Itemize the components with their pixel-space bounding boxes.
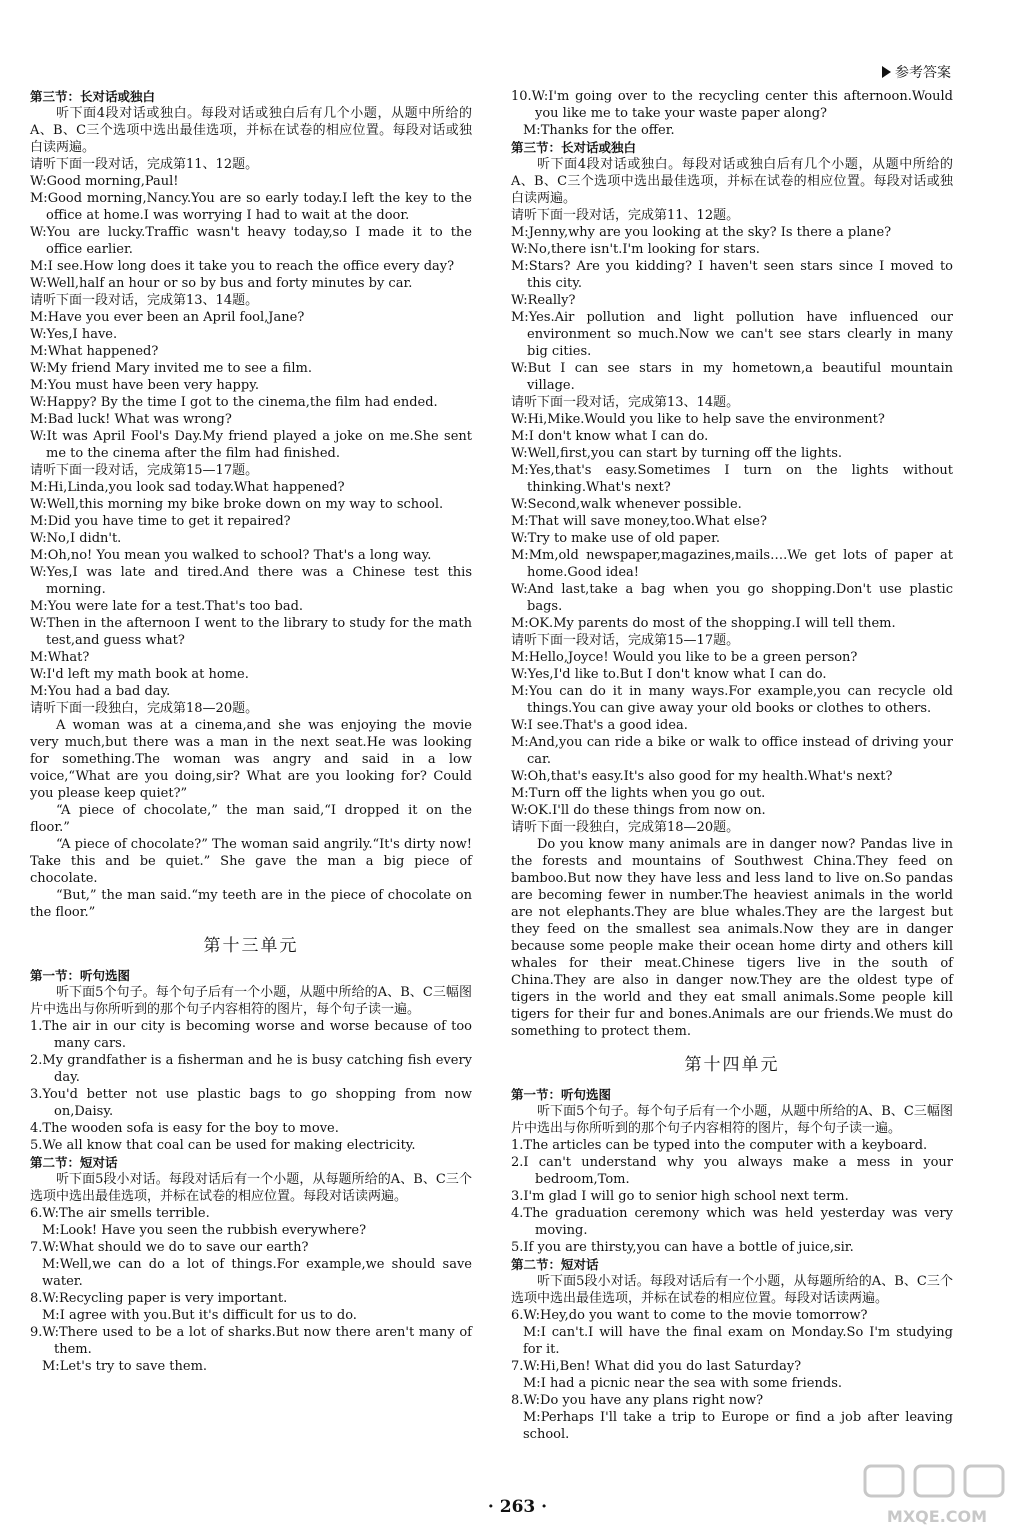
numbered-item: 8.W:Do you have any plans right now? [511, 1393, 764, 1408]
dialogue-line: W:Yes,I was late and tired.And there was a Chinese test this morning. [30, 565, 472, 597]
dialogue-line: W:You are lucky.Traffic wasn't heavy today,so I made it to the office earlier. [30, 225, 472, 257]
paragraph: 听下面4段对话或独白。每段对话或独白后有几个小题，从题中所给的A、B、C三个选项中选出最佳选项，并标在试卷的相应位置。每段对话或独白读两遍。 [511, 157, 953, 206]
dialogue-line: W:It was April Fool's Day.My friend played a joke on me.She sent me to the cinema after the film had finished. [30, 429, 472, 461]
dialogue-line: W:Well,this morning my bike broke down on my way to school. [30, 497, 444, 512]
dialogue-line: W:Hi,Mike.Would you like to help save the environment? [511, 412, 885, 427]
dialogue-line: M:What? [30, 650, 90, 665]
dialogue-line: W:But I can see stars in my hometown,a beautiful mountain village. [511, 361, 953, 393]
paragraph: “A piece of chocolate,” the man said,“I dropped it on the floor.” [30, 803, 472, 835]
dialogue-line: W:My friend Mary invited me to see a film. [30, 361, 312, 376]
numbered-item: 8.W:Recycling paper is very important. [30, 1291, 288, 1306]
numbered-item: 4.The wooden sofa is easy for the boy to move. [30, 1121, 339, 1136]
dialogue-line: M:You must have been very happy. [30, 378, 259, 393]
numbered-item: 9.W:There used to be a lot of sharks.But now there aren't many of them. [30, 1325, 472, 1357]
paragraph: 听下面5个句子。每个句子后有一个小题，从题中所给的A、B、C三幅图片中选出与你所听到的那个句子内容相符的图片，每个句子读一遍。 [511, 1104, 953, 1136]
dialogue-reply: M:I can't.I will have the final exam on Monday.So I'm studying for it. [523, 1325, 953, 1357]
watermark-logo [857, 1462, 1017, 1528]
instruction-line: 请听下面一段对话，完成第11、12题。 [511, 208, 740, 223]
numbered-item: 1.The air in our city is becoming worse and worse because of too many cars. [30, 1019, 472, 1051]
dialogue-line: M:I don't know what I can do. [511, 429, 709, 444]
dialogue-line: W:No,I didn't. [30, 531, 122, 546]
numbered-item: 4.The graduation ceremony which was held yesterday was very moving. [511, 1206, 953, 1238]
unit-title: 第十三单元 [203, 936, 299, 956]
section-header-label: 参考答案 [895, 65, 951, 81]
dialogue-reply: M:Thanks for the offer. [523, 123, 675, 138]
svg-text:MXQE.COM: MXQE.COM [886, 1507, 988, 1526]
paragraph: 听下面5段小对话。每段对话后有一个小题，从每题所给的A、B、C三个选项中选出最佳选项，并标在试卷的相应位置。每段对话读两遍。 [511, 1274, 953, 1306]
section-heading: 第一节：听句选图 [30, 968, 131, 983]
numbered-item: 2.I can't understand why you always make a mess in your bedroom,Tom. [511, 1155, 953, 1187]
instruction-line: 请听下面一段对话，完成第15—17题。 [30, 463, 259, 478]
dialogue-line: W:No,there isn't.I'm looking for stars. [511, 242, 760, 257]
section-heading: 第三节：长对话或独白 [30, 89, 156, 104]
dialogue-line: W:Well,half an hour or so by bus and forty minutes by car. [30, 276, 413, 291]
dialogue-reply: M:I agree with you.But it's difficult for us to do. [42, 1308, 357, 1323]
dialogue-line: M:Good morning,Nancy.You are so early today.I left the key to the office at home.I was worrying I had to wait at the door. [30, 191, 472, 223]
dialogue-line: W:Try to make use of old paper. [511, 531, 721, 546]
dialogue-line: M:Bad luck! What was wrong? [30, 412, 232, 427]
dialogue-line: M:Have you ever been an April fool,Jane? [30, 310, 305, 325]
dialogue-line: W:Second,walk whenever possible. [511, 497, 742, 512]
section-heading: 第二节：短对话 [30, 1155, 118, 1170]
instruction-line: 请听下面一段对话，完成第11、12题。 [30, 157, 259, 172]
unit-title: 第十四单元 [684, 1055, 780, 1075]
dialogue-line: W:Yes,I'd like to.But I don't know what I can do. [511, 667, 827, 682]
dialogue-line: M:Hi,Linda,you look sad today.What happened? [30, 480, 345, 495]
numbered-item: 3.You'd better not use plastic bags to go shopping from now on,Daisy. [30, 1087, 472, 1119]
instruction-line: 请听下面一段对话，完成第13、14题。 [30, 293, 259, 308]
dialogue-line: M:Turn off the lights when you go out. [511, 786, 766, 801]
dialogue-line: W:I see.That's a good idea. [511, 718, 688, 733]
dialogue-line: M:That will save money,too.What else? [511, 514, 767, 529]
dialogue-line: W:Really? [511, 293, 576, 308]
numbered-item: 7.W:What should we do to save our earth? [30, 1240, 309, 1255]
instruction-line: 请听下面一段对话，完成第13、14题。 [511, 395, 740, 410]
page-number: · 263 · [487, 1497, 548, 1517]
triangle-icon [882, 66, 891, 78]
dialogue-line: M:You had a bad day. [30, 684, 171, 699]
dialogue-reply: M:I had a picnic near the sea with some friends. [523, 1376, 842, 1391]
dialogue-line: M:Mm,old newspaper,magazines,mails….We get lots of paper at home.Good idea! [511, 548, 953, 580]
dialogue-line: M:I see.How long does it take you to reach the office every day? [30, 259, 455, 274]
dialogue-line: W:Then in the afternoon I went to the library to study for the math test,and guess what? [30, 616, 472, 648]
dialogue-line: M:Oh,no! You mean you walked to school? That's a long way. [30, 548, 432, 563]
section-heading: 第一节：听句选图 [511, 1087, 612, 1102]
paragraph: 听下面5段小对话。每段对话后有一个小题，从每题所给的A、B、C三个选项中选出最佳选项，并标在试卷的相应位置。每段对话读两遍。 [30, 1172, 472, 1204]
numbered-item: 10.W:I'm going over to the recycling center this afternoon.Would you like me to take your waste paper along? [511, 89, 953, 121]
dialogue-reply: M:Well,we can do a lot of things.For example,we should save water. [42, 1257, 472, 1289]
numbered-item: 2.My grandfather is a fisherman and he is busy catching fish every day. [30, 1053, 472, 1085]
numbered-item: 1.The articles can be typed into the computer with a keyboard. [511, 1138, 928, 1153]
numbered-item: 5.We all know that coal can be used for making electricity. [30, 1138, 416, 1153]
dialogue-line: M:You were late for a test.That's too bad. [30, 599, 304, 614]
section-header [882, 62, 951, 82]
dialogue-reply: M:Look! Have you seen the rubbish everywhere? [42, 1223, 367, 1238]
dialogue-line: M:Jenny,why are you looking at the sky? Is there a plane? [511, 225, 892, 240]
numbered-item: 7.W:Hi,Ben! What did you do last Saturday? [511, 1359, 802, 1374]
section-heading: 第二节：短对话 [511, 1257, 599, 1272]
section-heading: 第三节：长对话或独白 [511, 140, 637, 155]
numbered-item: 6.W:The air smells terrible. [30, 1206, 210, 1221]
numbered-item: 6.W:Hey,do you want to come to the movie tomorrow? [511, 1308, 868, 1323]
paragraph: “A piece of chocolate?” The woman said angrily.“It's dirty now! Take this and be quiet.” She gave the man a big piece of chocolate. [30, 837, 472, 886]
dialogue-line: W:Good morning,Paul! [30, 174, 179, 189]
dialogue-line: W:Yes,I have. [30, 327, 118, 342]
paragraph: Do you know many animals are in danger now? Pandas live in the forests and mountains of Southwest China.They feed on bamboo.But now they have less and less land to live on.So pandas are becoming fewer in number.The heaviest animals in the world are not elephants.They are blue whales.They are the largest but they feed on the smallest sea animals.Now they are in danger because some people make their ocean home dirty and others kill whales for their meat.Chinese tigers live in the south of China.They are also in danger now.They are the oldest type of tigers in the world and they eat small animals.Some people kill tigers for their fur and bones.Animals are our friends.We must do something to protect them. [511, 837, 953, 1039]
instruction-line: 请听下面一段对话，完成第15—17题。 [511, 633, 740, 648]
dialogue-line: W:Well,first,you can start by turning off the lights. [511, 446, 843, 461]
numbered-item: 5.If you are thirsty,you can have a bottle of juice,sir. [511, 1240, 854, 1255]
dialogue-line: M:You can do it in many ways.For example,you can recycle old things.You can give away your old books or clothes to others. [511, 684, 953, 716]
instruction-line: 请听下面一段独白，完成第18—20题。 [30, 701, 259, 716]
dialogue-reply: M:Perhaps I'll take a trip to Europe or find a job after leaving school. [523, 1410, 953, 1442]
dialogue-line: M:Did you have time to get it repaired? [30, 514, 291, 529]
dialogue-line: M:Hello,Joyce! Would you like to be a green person? [511, 650, 858, 665]
instruction-line: 请听下面一段独白，完成第18—20题。 [511, 820, 740, 835]
numbered-item: 3.I'm glad I will go to senior high school next term. [511, 1189, 849, 1204]
left-column [30, 88, 472, 1375]
paragraph: “But,” the man said.“my teeth are in the piece of chocolate on the floor.” [30, 888, 472, 920]
right-column [511, 88, 953, 1443]
dialogue-line: W:Happy? By the time I got to the cinema,the film had ended. [30, 395, 438, 410]
paragraph: A woman was at a cinema,and she was enjoying the movie very much,but there was a man in the next seat.He was looking for something.The woman was angry and said in a low voice,“What are you doing,sir? What are you looking for? Could you please keep quiet?” [30, 718, 472, 801]
dialogue-line: M:Yes,that's easy.Sometimes I turn on the lights without thinking.What's next? [511, 463, 953, 495]
dialogue-line: M:And,you can ride a bike or walk to office instead of driving your car. [511, 735, 953, 767]
dialogue-line: M:What happened? [30, 344, 159, 359]
paragraph: 听下面4段对话或独白。每段对话或独白后有几个小题，从题中所给的A、B、C三个选项中选出最佳选项，并标在试卷的相应位置。每段对话或独白读两遍。 [30, 106, 472, 155]
dialogue-line: W:Oh,that's easy.It's also good for my health.What's next? [511, 769, 893, 784]
paragraph: 听下面5个句子。每个句子后有一个小题，从题中所给的A、B、C三幅图片中选出与你所听到的那个句子内容相符的图片，每个句子读一遍。 [30, 985, 472, 1017]
dialogue-line: M:Yes.Air pollution and light pollution have influenced our environment so much.Now we can't see stars clearly in many big cities. [511, 310, 953, 359]
dialogue-line: M:Stars? Are you kidding? I haven't seen stars since I moved to this city. [511, 259, 953, 291]
dialogue-line: M:OK.My parents do most of the shopping.I will tell them. [511, 616, 896, 631]
dialogue-line: W:And last,take a bag when you go shopping.Don't use plastic bags. [511, 582, 953, 614]
dialogue-line: W:OK.I'll do these things from now on. [511, 803, 766, 818]
dialogue-reply: M:Let's try to save them. [42, 1359, 208, 1374]
dialogue-line: W:I'd left my math book at home. [30, 667, 249, 682]
